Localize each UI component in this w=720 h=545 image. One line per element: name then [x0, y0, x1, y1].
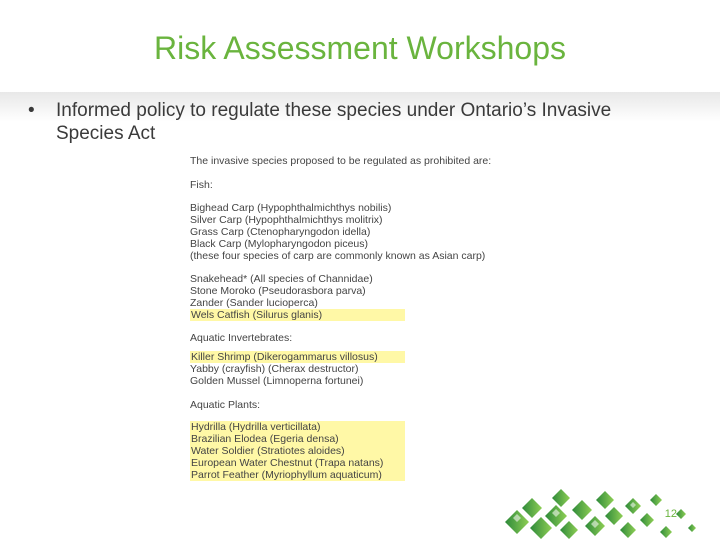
list-item-highlighted: Wels Catfish (Silurus glanis)	[190, 309, 405, 321]
list-item: Yabby (crayfish) (Cherax destructor)	[190, 363, 359, 375]
list-item-highlighted: Water Soldier (Stratiotes aloides)	[190, 445, 405, 457]
page-number: 12	[664, 508, 677, 520]
list-item-highlighted: Brazilian Elodea (Egeria densa)	[190, 433, 405, 445]
list-heading-fish: Fish:	[190, 179, 213, 191]
list-note: (these four species of carp are commonly known as Asian carp)	[190, 250, 486, 262]
list-item: Golden Mussel (Limnoperna fortunei)	[190, 375, 364, 387]
list-item: Bighead Carp (Hypophthalmichthys nobilis)	[190, 202, 392, 214]
list-item-highlighted: Killer Shrimp (Dikerogammarus villosus)	[190, 351, 405, 363]
list-item: Grass Carp (Ctenopharyngodon idella)	[190, 226, 371, 238]
list-heading-invertebrates: Aquatic Invertebrates:	[190, 332, 293, 344]
list-item-highlighted: Hydrilla (Hydrilla verticillata)	[190, 421, 405, 433]
bullet-marker: •	[28, 100, 35, 121]
list-item-highlighted: Parrot Feather (Myriophyllum aquaticum)	[190, 469, 405, 481]
list-item: Black Carp (Mylopharyngodon piceus)	[190, 238, 369, 250]
slide-title: Risk Assessment Workshops	[154, 30, 566, 66]
list-item: Silver Carp (Hypophthalmichthys molitrix)	[190, 214, 383, 226]
list-item: Snakehead* (All species of Channidae)	[190, 273, 373, 285]
list-item: Stone Moroko (Pseudorasbora parva)	[190, 285, 366, 297]
diamond-pattern-graphic	[0, 470, 720, 540]
list-item: Zander (Sander lucioperca)	[190, 297, 318, 309]
list-heading-plants: Aquatic Plants:	[190, 399, 261, 411]
bullet-text: Informed policy to regulate these species under Ontario’s Invasive Species Act	[56, 100, 612, 144]
footer-decoration	[0, 470, 720, 540]
list-item-highlighted: European Water Chestnut (Trapa natans)	[190, 457, 405, 469]
list-intro: The invasive species proposed to be regulated as prohibited are:	[190, 155, 492, 167]
